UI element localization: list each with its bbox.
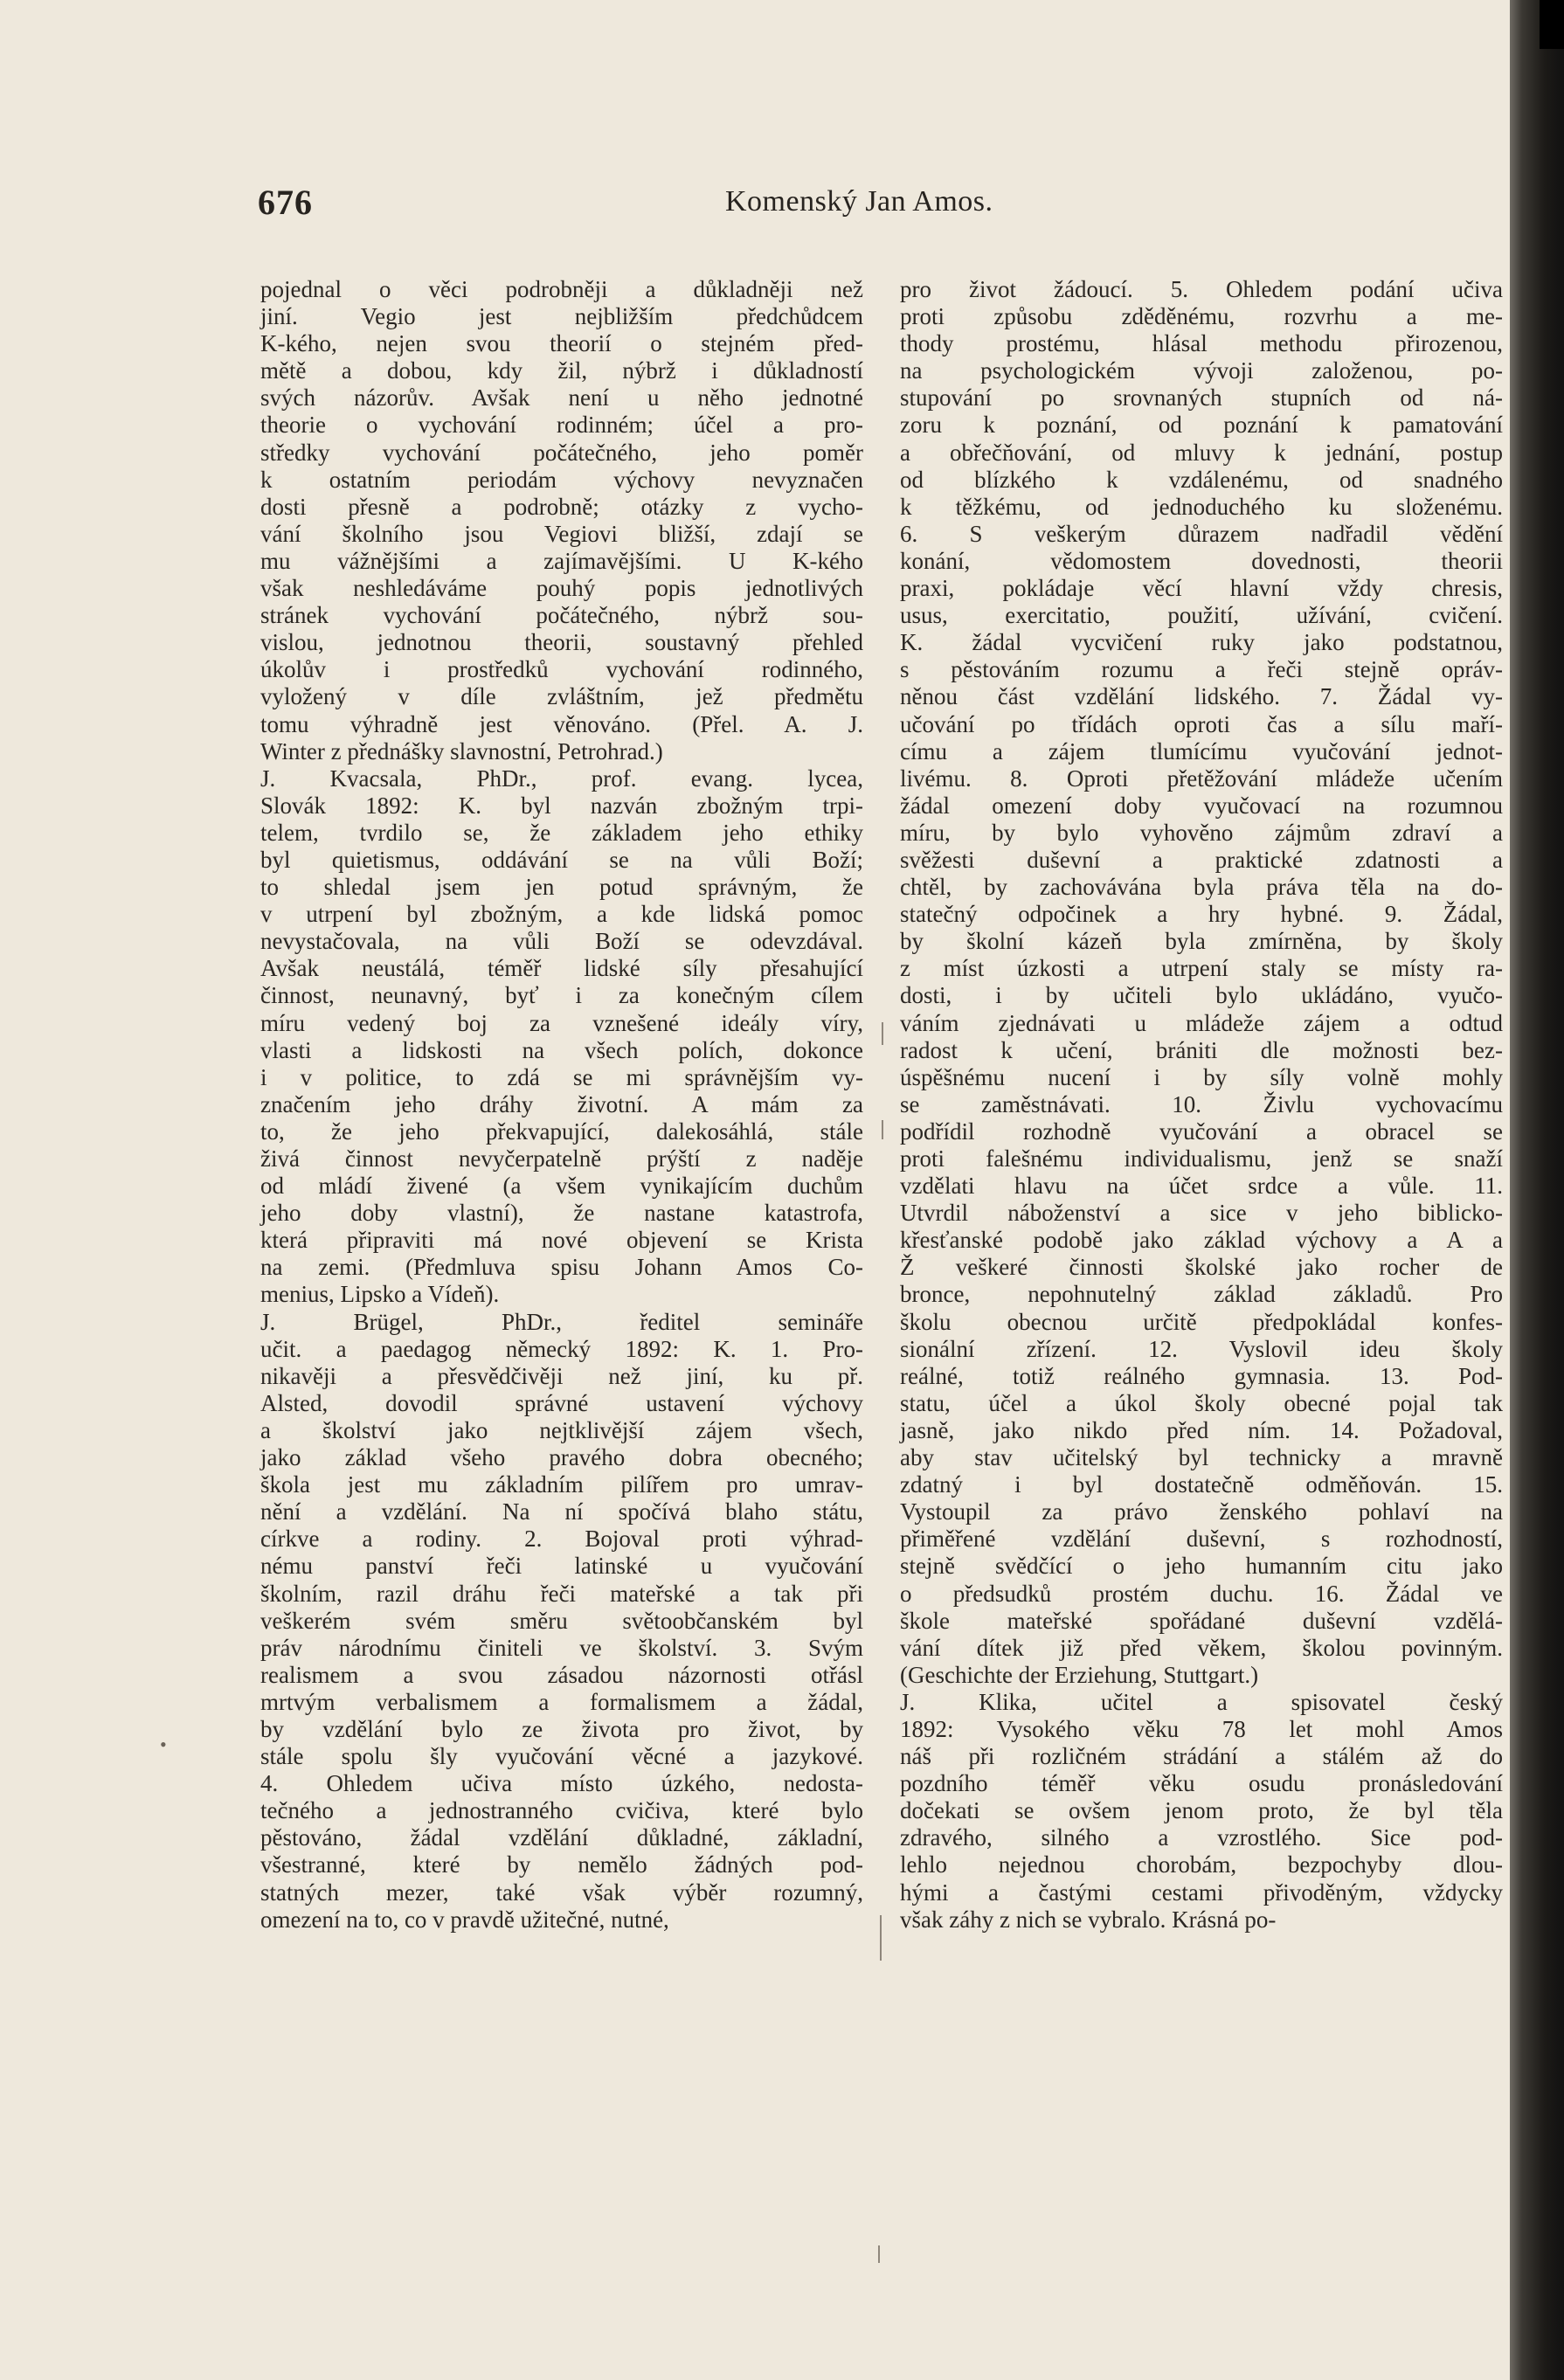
text-line: na psychologickém vývoji založenou, po- xyxy=(900,357,1503,384)
text-line: sionální zřízení. 12. Vyslovil ideu školy xyxy=(900,1335,1503,1362)
text-line: 4. Ohledem učiva místo úzkého, nedosta- xyxy=(260,1770,863,1797)
text-line: však záhy z nich se vybralo. Krásná po- xyxy=(900,1906,1277,1933)
text-line: pojednal o věci podrobněji a důkladněji než xyxy=(260,276,863,302)
text-line: však neshledáváme pouhý popis jednotlivých xyxy=(260,575,863,602)
text-line: úspěšnému nucení i by síly volně mohly xyxy=(900,1063,1503,1090)
text-line: Slovák 1892: K. byl nazván zbožným trpi- xyxy=(260,792,863,819)
text-line: vání dítek již před věkem, školou povinným. xyxy=(900,1634,1503,1661)
text-line: všestranné, které by nemělo žádných pod- xyxy=(260,1851,863,1878)
text-line: byl quietismus, oddávání se na vůli Boží; xyxy=(260,846,863,873)
text-line: Winter z přednášky slavnostní, Petrohrad.) xyxy=(260,737,663,765)
text-line: vzdělati hlavu na účet srdce a vůle. 11. xyxy=(900,1173,1503,1200)
text-line: praxi, pokládaje věcí hlavní vždy chresis, xyxy=(900,575,1503,602)
text-line: chtěl, by zachovávána byla práva těla na do- xyxy=(900,874,1503,901)
column-gutter-mark xyxy=(882,1022,883,1045)
text-line: 6. S veškerým důrazem nadřadil vědění xyxy=(900,520,1503,547)
text-line: Alsted, dovodil správné ustavení výchovy xyxy=(260,1389,863,1416)
text-line: svých názorův. Avšak není u něho jednotné xyxy=(260,384,863,412)
text-line: Vystoupil za právo ženského pohlaví na xyxy=(900,1498,1503,1526)
text-line: statu, účel a úkol školy obecné pojal tak xyxy=(900,1389,1503,1416)
text-line: nikavěji a přesvědčivěji než jiní, ku př. xyxy=(260,1362,863,1389)
text-line: jeho doby vlastní), že nastane katastrofa, xyxy=(260,1200,863,1227)
text-line: něnou část vzdělání lidského. 7. Žádal vy- xyxy=(900,683,1503,710)
text-line: aby stav učitelský byl technicky a mravně xyxy=(900,1444,1503,1471)
column-gutter-mark xyxy=(878,2245,880,2263)
text-line: by školní kázeň byla zmírněna, by školy xyxy=(900,928,1503,955)
text-line: k těžkému, od jednoduchého ku složenému. xyxy=(900,493,1503,520)
text-line: reálné, totiž reálného gymnasia. 13. Pod- xyxy=(900,1362,1503,1389)
text-line: (Geschichte der Erziehung, Stuttgart.) xyxy=(900,1661,1259,1688)
text-line: a obřečňování, od mluvy k jednání, postup xyxy=(900,439,1503,466)
text-line: práv národnímu činiteli ve školství. 3. Svým xyxy=(260,1634,863,1661)
text-line: značením jeho dráhy životní. A mám za xyxy=(260,1090,863,1117)
column-gutter-mark xyxy=(880,1915,882,1961)
text-line: na zemi. (Předmluva spisu Johann Amos Co- xyxy=(260,1254,863,1281)
text-line: K. žádal vycvičení ruky jako podstatnou, xyxy=(900,629,1503,656)
text-line: konání, vědomostem dovednosti, theorii xyxy=(900,547,1503,574)
text-line: livému. 8. Oproti přetěžování mládeže učením xyxy=(900,765,1503,792)
text-line: telem, tvrdilo se, že základem jeho ethiky xyxy=(260,819,863,846)
text-line: k ostatním periodám výchovy nevyznačen xyxy=(260,466,863,493)
text-line: mu vážnějšími a zajímavějšími. U K-kého xyxy=(260,547,863,574)
text-line: z míst úzkosti a utrpení staly se místy ra- xyxy=(900,955,1503,982)
text-line: školu obecnou určitě předpokládal konfes- xyxy=(900,1308,1503,1335)
text-line: zdravého, silného a vzrostlého. Sice pod- xyxy=(900,1824,1503,1851)
text-line: se zaměstnávati. 10. Živlu vychovacímu xyxy=(900,1090,1503,1117)
text-line: to shledal jsem jen potud správným, že xyxy=(260,874,863,901)
left-column xyxy=(260,276,863,1934)
text-line: o předsudků prostém duchu. 16. Žádal ve xyxy=(900,1580,1503,1607)
text-line: lehlo nejednou chorobám, bezpochyby dlou- xyxy=(900,1851,1503,1878)
text-line: omezení na to, co v pravdě užitečné, nutné, xyxy=(260,1906,669,1933)
text-line: statečný odpočinek a hry hybné. 9. Žádal, xyxy=(900,901,1503,928)
page-header xyxy=(258,182,1027,234)
text-line: školním, razil dráhu řeči mateřské a tak při xyxy=(260,1580,863,1607)
text-line: stupování po srovnaných stupních od ná- xyxy=(900,384,1503,412)
page-number: 676 xyxy=(258,183,313,222)
text-line: jasně, jako nikdo před ním. 14. Požadoval, xyxy=(900,1416,1503,1443)
text-line: pro život žádoucí. 5. Ohledem podání učiva xyxy=(900,276,1503,302)
text-line: učování po třídách oproti čas a sílu maří- xyxy=(900,710,1503,737)
text-line: dosti, i by učiteli bylo ukládáno, vyučo- xyxy=(900,982,1503,1009)
scan-corner xyxy=(1540,0,1564,49)
text-line: proti falešnému individualismu, jenž se snaží xyxy=(900,1145,1503,1172)
text-line: pěstováno, žádal vzdělání důkladné, základní, xyxy=(260,1824,863,1851)
text-line: J. Kvacsala, PhDr., prof. evang. lycea, xyxy=(260,765,863,792)
text-line: tečného a jednostranného cvičiva, které bylo xyxy=(260,1797,863,1824)
text-line: J. Klika, učitel a spisovatel český xyxy=(900,1688,1503,1715)
text-line: váním zjednávati u mládeže zájem a odtud xyxy=(900,1009,1503,1036)
text-line: zoru k poznání, od poznání k pamatování xyxy=(900,412,1503,439)
text-line: mrtvým verbalismem a formalismem a žádal, xyxy=(260,1688,863,1715)
text-line: náš při rozličném strádání a stálém až do xyxy=(900,1743,1503,1770)
text-line: radost k učení, brániti dle možnosti bez- xyxy=(900,1036,1503,1063)
text-line: tomu výhradně jest věnováno. (Přel. A. J. xyxy=(260,710,863,737)
text-line: stále spolu šly vyučování věcné a jazykové. xyxy=(260,1743,863,1770)
text-line: svěžesti duševní a praktické zdatnosti a xyxy=(900,846,1503,873)
text-line: nému panství řeči latinské u vyučování xyxy=(260,1553,863,1580)
text-line: statných mezer, také však výběr rozumný, xyxy=(260,1878,863,1906)
text-line: křesťanské podobě jako základ výchovy a A a xyxy=(900,1227,1503,1254)
text-line: dosti přesně a podrobně; otázky z vycho- xyxy=(260,493,863,520)
text-line: středky vychování počátečného, jeho poměr xyxy=(260,439,863,466)
text-line: realismem a svou zásadou názornosti otřásl xyxy=(260,1661,863,1688)
text-line: theorie o vychování rodinném; účel a pro- xyxy=(260,412,863,439)
text-line: jiní. Vegio jest nejbližším předchůdcem xyxy=(260,303,863,330)
running-head: Komenský Jan Amos. xyxy=(725,185,993,218)
text-line: bronce, nepohnutelný základ základů. Pro xyxy=(900,1281,1503,1308)
text-line: učit. a paedagog německý 1892: K. 1. Pro- xyxy=(260,1335,863,1362)
column-gutter-mark xyxy=(882,1120,883,1139)
text-line: přiměřené vzdělání duševní, s rozhodností, xyxy=(900,1526,1503,1553)
text-line: címu a zájem tlumícímu vyučování jednot- xyxy=(900,737,1503,765)
text-line: škole mateřské spořádané duševní vzdělá- xyxy=(900,1607,1503,1634)
text-line: s pěstováním rozumu a řeči stejně opráv- xyxy=(900,656,1503,683)
text-line: Ž veškeré činnosti školské jako rocher de xyxy=(900,1254,1503,1281)
book-edge xyxy=(1510,0,1564,2380)
text-line: od blízkého k vzdálenému, od snadného xyxy=(900,466,1503,493)
text-line: žádal omezení doby vyučovací na rozumnou xyxy=(900,792,1503,819)
text-line: pozdního téměř věku osudu pronásledování xyxy=(900,1770,1503,1797)
text-line: i v politice, to zdá se mi správnějším vy- xyxy=(260,1063,863,1090)
text-line: thody prostému, hlásal methodu přirozenou, xyxy=(900,330,1503,357)
text-line: nění a vzdělání. Na ní spočívá blaho státu, xyxy=(260,1498,863,1526)
text-line: jako základ všeho pravého dobra obecného; xyxy=(260,1444,863,1471)
text-line: církve a rodiny. 2. Bojoval proti výhrad- xyxy=(260,1526,863,1553)
text-line: proti způsobu zděděnému, rozvrhu a me- xyxy=(900,303,1503,330)
text-line: menius, Lipsko a Vídeň). xyxy=(260,1281,500,1308)
text-line: K-kého, nejen svou theorií o stejném před- xyxy=(260,330,863,357)
text-line: by vzdělání bylo ze života pro život, by xyxy=(260,1715,863,1742)
text-line: nevystačovala, na vůli Boží se odevzdával. xyxy=(260,928,863,955)
text-line: veškerém svém směru světoobčanském byl xyxy=(260,1607,863,1634)
text-line: 1892: Vysokého věku 78 let mohl Amos xyxy=(900,1715,1503,1742)
text-line: zdatný i byl dostatečně odměňován. 15. xyxy=(900,1471,1503,1498)
text-line: živá činnost nevyčerpatelně prýští z naděje xyxy=(260,1145,863,1172)
margin-bullet: • xyxy=(160,1733,167,1755)
text-line: a školství jako nejtklivější zájem všech, xyxy=(260,1416,863,1443)
text-line: stránek vychování počátečného, nýbrž sou- xyxy=(260,602,863,629)
text-line: usus, exercitatio, použití, užívání, cvičení. xyxy=(900,602,1503,629)
text-line: vání školního jsou Vegiovi bližší, zdají se xyxy=(260,520,863,547)
text-line: která připraviti má nové objevení se Krista xyxy=(260,1227,863,1254)
text-line: Avšak neustálá, téměř lidské síly přesahující xyxy=(260,955,863,982)
right-column xyxy=(900,276,1503,1934)
text-line: stejně svědčící o jeho humanním citu jako xyxy=(900,1553,1503,1580)
text-line: dočekati se ovšem jenom proto, že byl těla xyxy=(900,1797,1503,1824)
text-line: od mládí živené (a všem vynikajícím duchům xyxy=(260,1173,863,1200)
text-line: vlasti a lidskosti na všech polích, dokonce xyxy=(260,1036,863,1063)
text-line: vislou, jednotnou theorii, soustavný přehled xyxy=(260,629,863,656)
text-line: mětě a dobou, kdy žil, nýbrž i důkladností xyxy=(260,357,863,384)
text-line: J. Brügel, PhDr., ředitel semináře xyxy=(260,1308,863,1335)
text-line: v utrpení byl zbožným, a kde lidská pomoc xyxy=(260,901,863,928)
text-line: to, že jeho překvapující, dalekosáhlá, stále xyxy=(260,1117,863,1145)
text-line: podřídil rozhodně vyučování a obracel se xyxy=(900,1117,1503,1145)
text-line: hými a častými cestami přivoděným, vždycky xyxy=(900,1878,1503,1906)
text-line: škola jest mu základním pilířem pro umrav- xyxy=(260,1471,863,1498)
text-line: vyložený v díle zvláštním, jež předmětu xyxy=(260,683,863,710)
text-line: Utvrdil náboženství a sice v jeho biblicko- xyxy=(900,1200,1503,1227)
text-line: míru, by bylo vyhověno zájmům zdraví a xyxy=(900,819,1503,846)
text-line: míru vedený boj za vznešené ideály víry, xyxy=(260,1009,863,1036)
text-line: činnost, neunavný, byť i za konečným cílem xyxy=(260,982,863,1009)
text-line: úkolův i prostředků vychování rodinného, xyxy=(260,656,863,683)
